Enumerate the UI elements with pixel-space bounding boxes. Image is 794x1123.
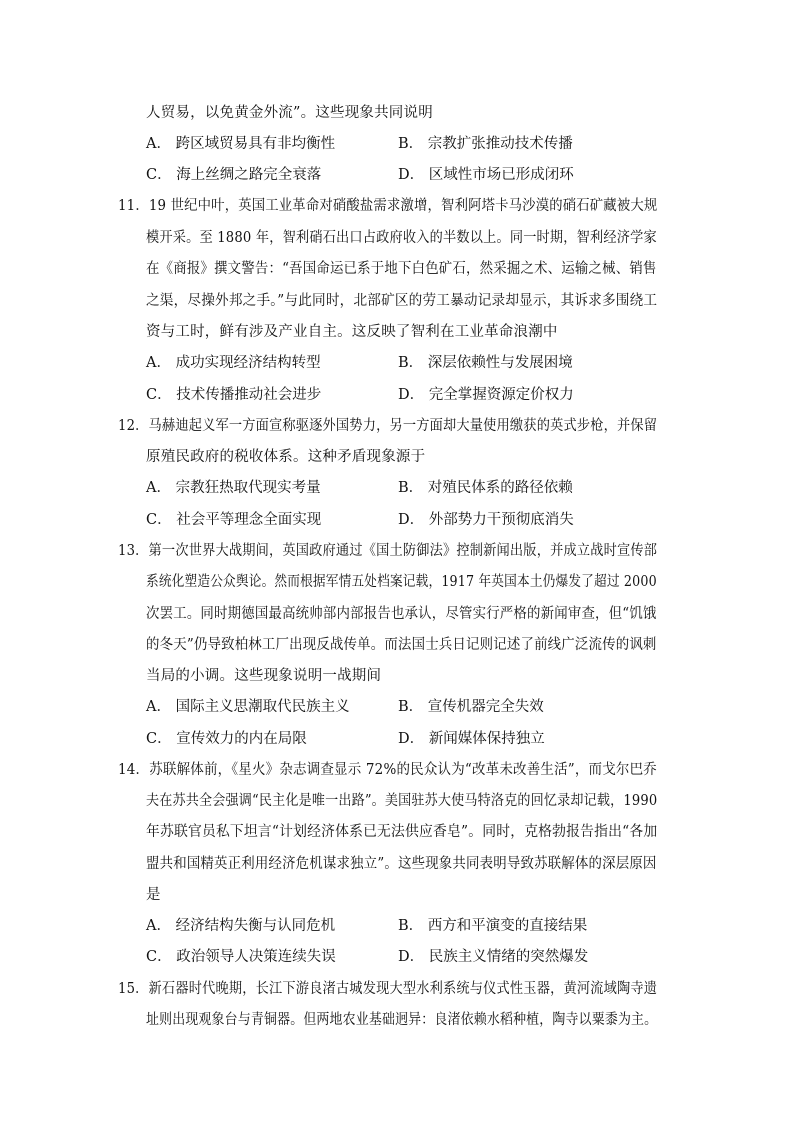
q14-option-b: B． 西方和平演变的直接结果 [398, 918, 588, 934]
q12-option-a: A． 宗教狂热取代现实考量 [146, 480, 321, 496]
q14-option-c: C． 政治领导人决策连续失误 [146, 949, 336, 965]
q10-option-a: A． 跨区域贸易具有非均衡性 [146, 136, 336, 152]
q11-stem-line-3: 在《商报》撰文警告：“吾国命运已系于地下白色矿石，然采掘之术、运输之械、销售 [146, 261, 657, 277]
q13-option-b: B． 宣传机器完全失效 [398, 699, 544, 715]
q12-stem-line-2: 原殖民政府的税收体系。这种矛盾现象源于 [146, 449, 426, 465]
q12-stem-line-1: 12．马赫迪起义军一方面宣称驱逐外国势力，另一方面却大量使用缴获的英式步枪，并保留 [118, 418, 658, 434]
q13-stem-line-1: 13．第一次世界大战期间，英国政府通过《国土防御法》控制新闻出版，并成立战时宣传部 [118, 543, 658, 559]
q11-stem-line-1: 11．19 世纪中叶，英国工业革命对硝酸盐需求激增，智利阿塔卡马沙漠的硝石矿藏被大规 [118, 198, 658, 214]
q10-option-d: D． 区域性市场已形成闭环 [398, 167, 574, 183]
q11-option-b: B． 深层依赖性与发展困境 [398, 355, 573, 371]
q10-option-b: B． 宗教扩张推动技术传播 [398, 136, 573, 152]
q14-stem-line-4: 盟共和国精英正利用经济危机谋求独立”。这些现象共同表明导致苏联解体的深层原因 [146, 856, 657, 872]
q12-option-d: D． 外部势力干预彻底消失 [398, 512, 574, 528]
q11-stem-line-4: 之渠，尽操外邦之手。”与此同时，北部矿区的劳工暴动记录却显示，其诉求多围绕工 [146, 293, 658, 309]
q14-option-d: D． 民族主义情绪的突然爆发 [398, 949, 589, 965]
q13-stem-line-2: 系统化塑造公众舆论。然而根据军情五处档案记载，1917 年英国本土仍爆发了超过 2000 [146, 574, 657, 590]
q13-stem-line-4: 的冬天”仍导致柏林工厂出现反战传单。而法国士兵日记则记述了前线广泛流传的讽刺 [146, 637, 657, 653]
q11-option-c: C． 技术传播推动社会进步 [146, 387, 322, 403]
q15-stem-line-2: 址则出现观象台与青铜器。但两地农业基础迥异：良渚依赖水稻种植，陶寺以粟黍为主。 [146, 1012, 658, 1028]
q11-option-d: D． 完全掌握资源定价权力 [398, 387, 574, 403]
q11-stem-line-5: 资与工时，鲜有涉及产业自主。这反映了智利在工业革命浪潮中 [146, 324, 558, 340]
q12-option-c: C． 社会平等理念全面实现 [146, 512, 322, 528]
q11-stem-line-2: 模开采。至 1880 年，智利硝石出口占政府收入的半数以上。同一时期，智利经济学家 [146, 230, 657, 246]
q14-stem-line-1: 14．苏联解体前，《星火》杂志调查显示 72%的民众认为“改革未改善生活”，而戈尔巴乔 [118, 762, 657, 778]
q13-stem-line-3: 次罢工。同时期德国最高统帅部内部报告也承认，尽管实行严格的新闻审查，但“饥饿 [146, 606, 657, 622]
q13-option-c: C． 宣传效力的内在局限 [146, 731, 307, 747]
q13-option-a: A． 国际主义思潮取代民族主义 [146, 699, 350, 715]
q14-stem-line-3: 年苏联官员私下坦言“计划经济体系已无法供应香皂”。同时，克格勃报告指出“各加 [146, 824, 658, 840]
q14-option-a: A． 经济结构失衡与认同危机 [146, 918, 336, 934]
q14-stem-line-2: 夫在苏共全会强调“民主化是唯一出路”。美国驻苏大使马特洛克的回忆录却记载，1990 [146, 793, 658, 809]
q15-stem-line-1: 15．新石器时代晚期，长江下游良渚古城发现大型水利系统与仪式性玉器，黄河流域陶寺遗 [118, 981, 658, 997]
q10-option-c: C． 海上丝绸之路完全衰落 [146, 167, 322, 183]
q11-option-a: A． 成功实现经济结构转型 [146, 355, 321, 371]
q12-option-b: B． 对殖民体系的路径依赖 [398, 480, 573, 496]
q10-stem-tail: 人贸易，以免黄金外流”。这些现象共同说明 [146, 105, 433, 121]
q13-option-d: D． 新闻媒体保持独立 [398, 731, 545, 747]
q14-stem-line-5: 是 [146, 887, 161, 903]
q13-stem-line-5: 当局的小调。这些现象说明一战期间 [146, 668, 382, 684]
